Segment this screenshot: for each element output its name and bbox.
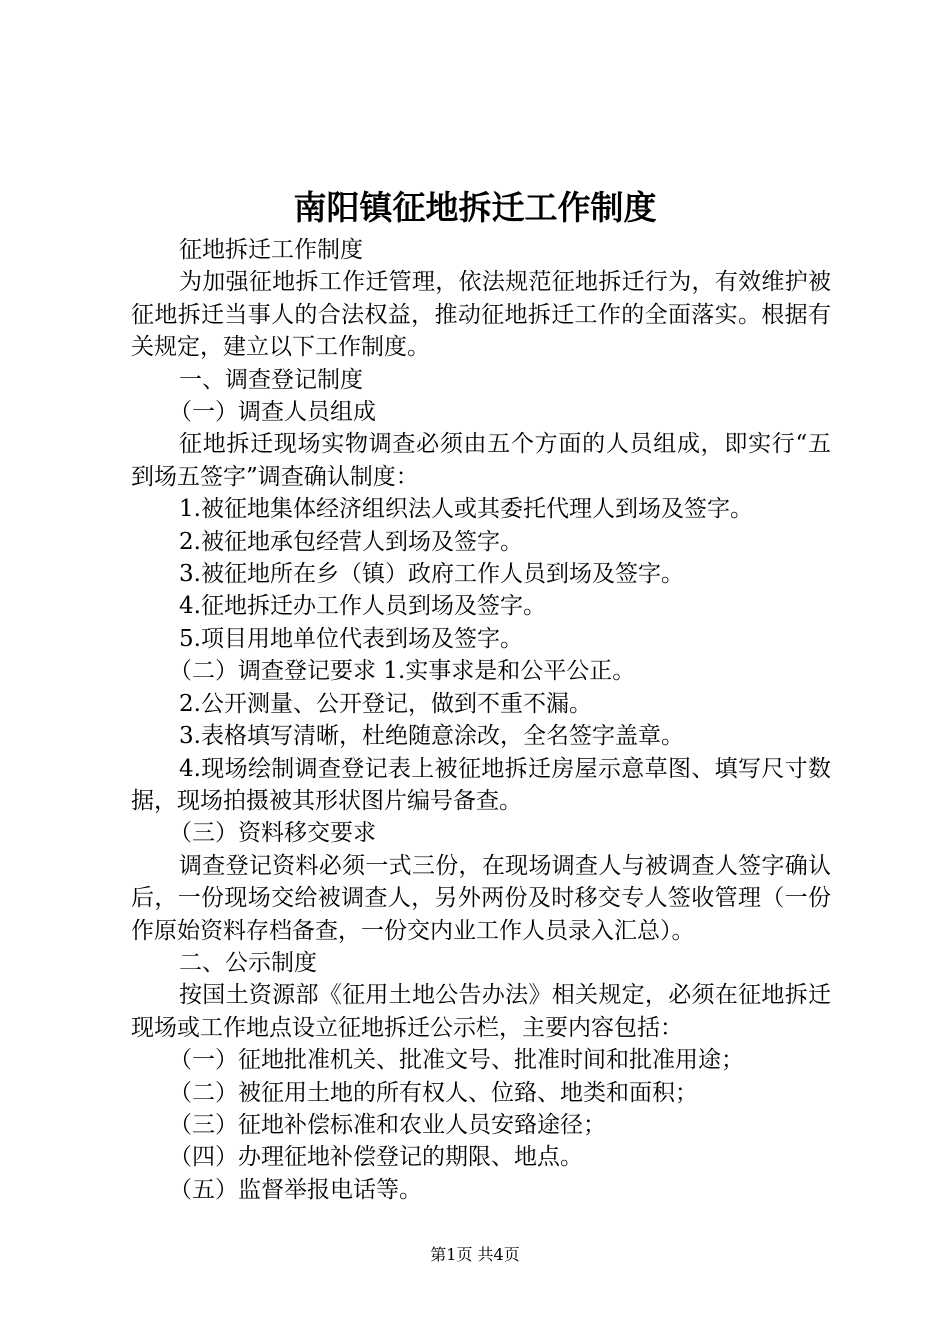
list-item: 4.征地拆迁办工作人员到场及签字。 bbox=[179, 593, 546, 620]
list-item: 3.被征地所在乡（镇）政府工作人员到场及签字。 bbox=[179, 561, 684, 588]
list-item: 3.表格填写清晰，杜绝随意涂改，全名签字盖章。 bbox=[179, 723, 684, 750]
document-body bbox=[131, 234, 831, 1206]
heading-section-2: 二、公示制度 bbox=[179, 949, 317, 976]
list-item: 2.公开测量、公开登记，做到不重不漏。 bbox=[179, 690, 592, 717]
list-item: （三）征地补偿标准和农业人员安臵途径； bbox=[169, 1111, 606, 1138]
paragraph-publicity: 按国土资源部《征用土地公告办法》相关规定，必须在征地拆迁现场或工作地点设立征地拆迁公示栏，主要内容包括： bbox=[131, 982, 831, 1041]
paragraph-material-transfer: 调查登记资料必须一式三份，在现场调查人与被调查人签字确认后，一份现场交给被调查人，另外两份及时移交专人签收管理（一份作原始资料存档备查，一份交内业工作人员录入汇总）。 bbox=[131, 852, 831, 944]
list-item: （五）监督举报电话等。 bbox=[169, 1176, 422, 1203]
list-item: 1.被征地集体经济组织法人或其委托代理人到场及签字。 bbox=[179, 496, 753, 523]
paragraph-intro: 为加强征地拆工作迁管理，依法规范征地拆迁行为，有效维护被征地拆迁当事人的合法权益，推动征地拆迁工作的全面落实。根据有关规定，建立以下工作制度。 bbox=[131, 269, 831, 361]
heading-subsection-1-2: （二）调查登记要求 1.实事求是和公平公正。 bbox=[169, 658, 636, 685]
list-item: 5.项目用地单位代表到场及签字。 bbox=[179, 625, 523, 652]
paragraph-survey-composition: 征地拆迁现场实物调查必须由五个方面的人员组成，即实行“五到场五签字”调查确认制度： bbox=[131, 431, 831, 490]
heading-section-1: 一、调查登记制度 bbox=[179, 366, 363, 393]
list-item: （二）被征用土地的所有权人、位臵、地类和面积； bbox=[169, 1079, 698, 1106]
document-title: 南阳镇征地拆迁工作制度 bbox=[293, 188, 657, 227]
paragraph-subtitle: 征地拆迁工作制度 bbox=[179, 237, 363, 263]
heading-subsection-1-3: （三）资料移交要求 bbox=[169, 820, 376, 847]
list-item: （一）征地批准机关、批准文号、批准时间和批准用途； bbox=[169, 1047, 744, 1074]
page-footer: 第1页 共4页 bbox=[430, 1245, 520, 1264]
list-item: （四）办理征地补偿登记的期限、地点。 bbox=[169, 1144, 583, 1171]
heading-subsection-1-1: （一）调查人员组成 bbox=[169, 399, 376, 426]
list-item: 4.现场绘制调查登记表上被征地拆迁房屋示意草图、填写尺寸数据，现场拍摄被其形状图片编号备查。 bbox=[131, 755, 831, 814]
list-item: 2.被征地承包经营人到场及签字。 bbox=[179, 528, 523, 555]
